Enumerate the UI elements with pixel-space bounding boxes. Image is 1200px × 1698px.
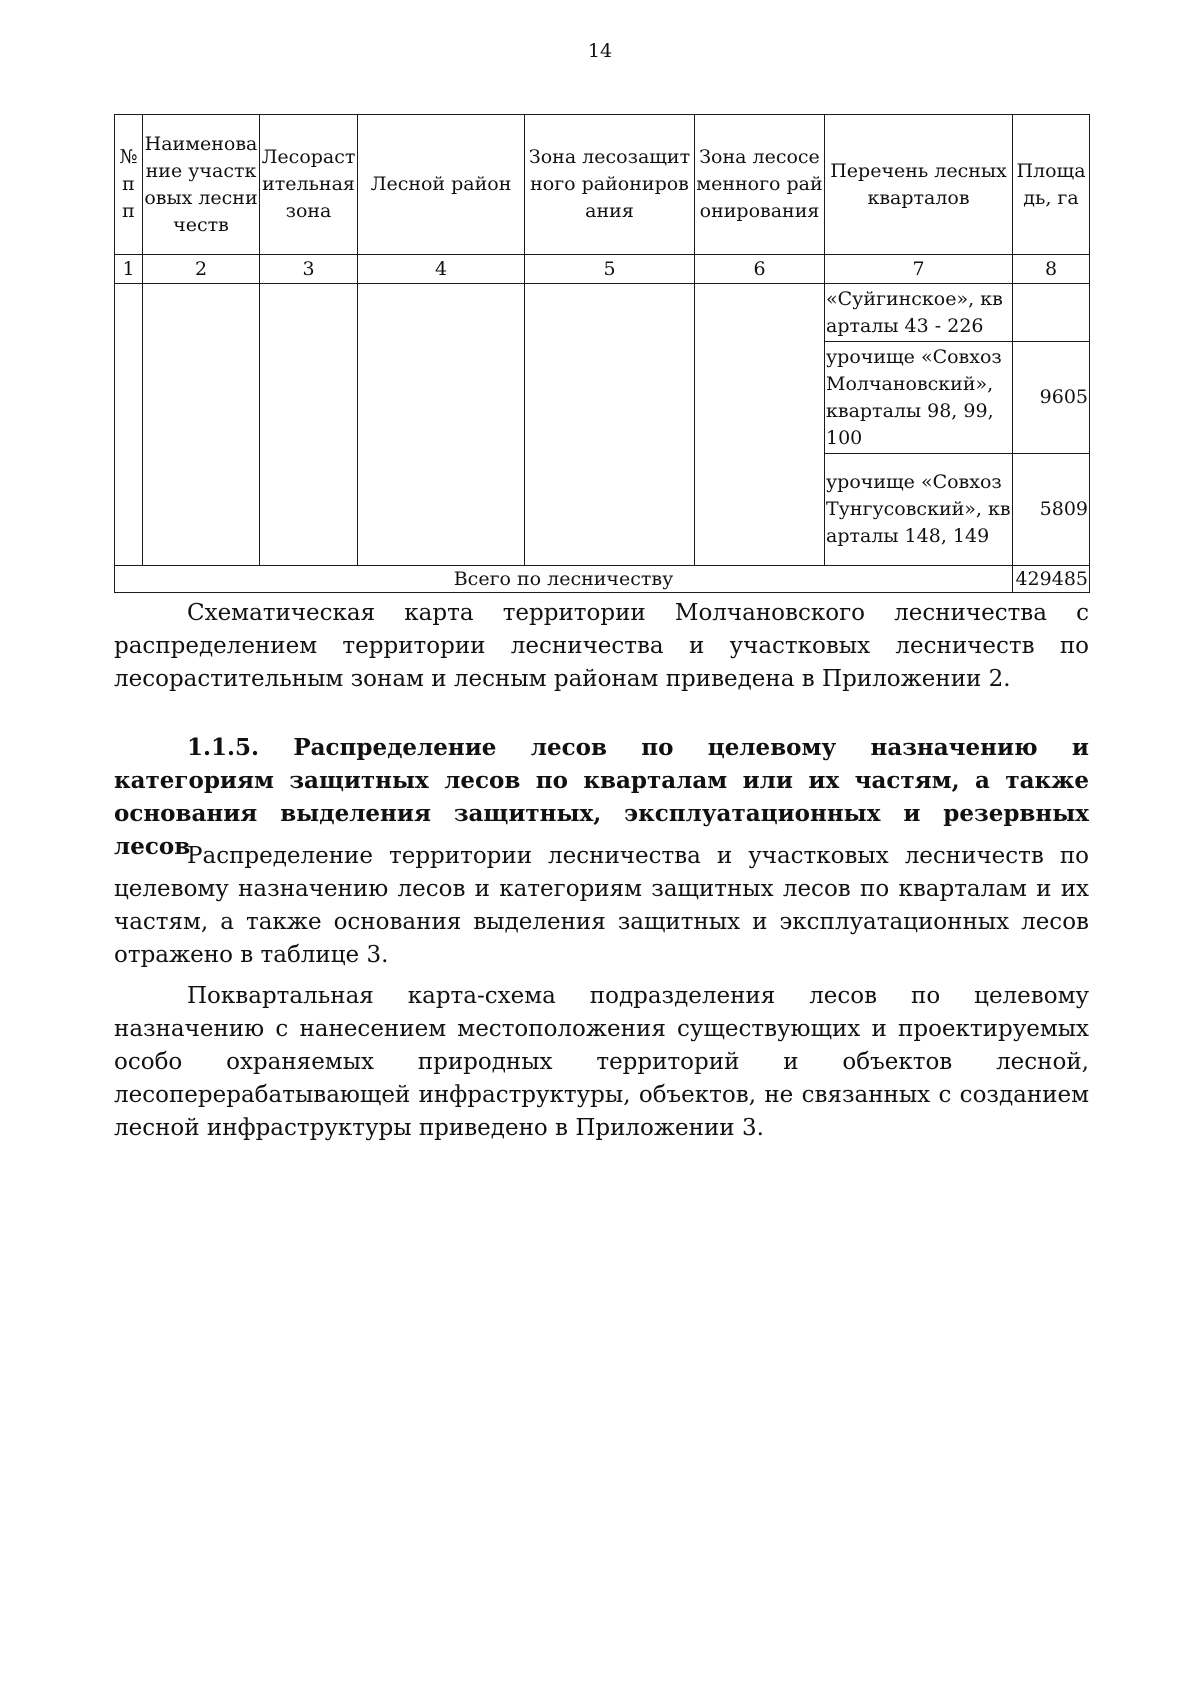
table-row — [115, 284, 1090, 342]
area-cell: 9605 — [1013, 342, 1090, 454]
column-number: 2 — [143, 255, 260, 284]
quarters-cell: урочище «Совхоз Тунгусовский», кварталы 148, 149 — [825, 454, 1013, 566]
header-quarters-list: Перечень лесных кварталов — [825, 115, 1013, 255]
total-label: Всего по лесничеству — [115, 566, 1013, 593]
empty-cell — [260, 284, 358, 566]
column-number: 3 — [260, 255, 358, 284]
total-value: 429485 — [1013, 566, 1090, 593]
table-total-row — [115, 566, 1090, 593]
header-district-name: Наименование участковых лесничеств — [143, 115, 260, 255]
column-number: 5 — [525, 255, 695, 284]
column-number: 7 — [825, 255, 1013, 284]
column-number: 1 — [115, 255, 143, 284]
empty-cell — [695, 284, 825, 566]
column-numbers-row — [115, 255, 1090, 284]
header-vegetation-zone: Лесорастительная зона — [260, 115, 358, 255]
empty-cell — [525, 284, 695, 566]
quarters-cell: «Суйгинское», кварталы 43 - 226 — [825, 284, 1013, 342]
map-scheme-paragraph: Поквартальная карта-схема подразделения лесов по целевому назначению с нанесением местоположения существующих и проектируемых особо охраняемых природных территорий и объектов лесной, лесоперерабатывающей инфраструктуры, объектов, не связанных с созданием лесной инфраструктуры приведено в Приложении 3. — [114, 983, 1089, 1141]
header-number: № пп — [115, 115, 143, 255]
area-cell — [1013, 284, 1090, 342]
distribution-paragraph: Распределение территории лесничества и участковых лесничеств по целевому назначению лесов и категориям защитных лесов по кварталам и их частям, а также основания выделения защитных и эксплуатационных лесов отражено в таблице 3. — [114, 843, 1089, 968]
header-forest-region: Лесной район — [358, 115, 525, 255]
column-number: 4 — [358, 255, 525, 284]
column-number: 6 — [695, 255, 825, 284]
header-area: Площадь, га — [1013, 115, 1090, 255]
page-number: 14 — [587, 40, 613, 62]
forest-districts-table — [114, 114, 1090, 593]
empty-cell — [358, 284, 525, 566]
header-seed-zone: Зона лесосеменного районирования — [695, 115, 825, 255]
area-cell: 5809 — [1013, 454, 1090, 566]
section-heading: 1.1.5. Распределение лесов по целевому назначению и категориям защитных лесов по кварталам или их частям, а также основания выделения защитных, эксплуатационных и резервных лесов — [114, 734, 1089, 860]
map-note-paragraph: Схематическая карта территории Молчановского лесничества с распределением территории лесничества и участковых лесничеств по лесорастительным зонам и лесным районам приведена в Приложении 2. — [114, 600, 1089, 692]
column-number: 8 — [1013, 255, 1090, 284]
table-header-row — [115, 115, 1090, 255]
empty-cell — [115, 284, 143, 566]
header-protection-zone: Зона лесозащитного районирования — [525, 115, 695, 255]
empty-cell — [143, 284, 260, 566]
quarters-cell: урочище «Совхоз Молчановский», кварталы 98, 99, 100 — [825, 342, 1013, 454]
